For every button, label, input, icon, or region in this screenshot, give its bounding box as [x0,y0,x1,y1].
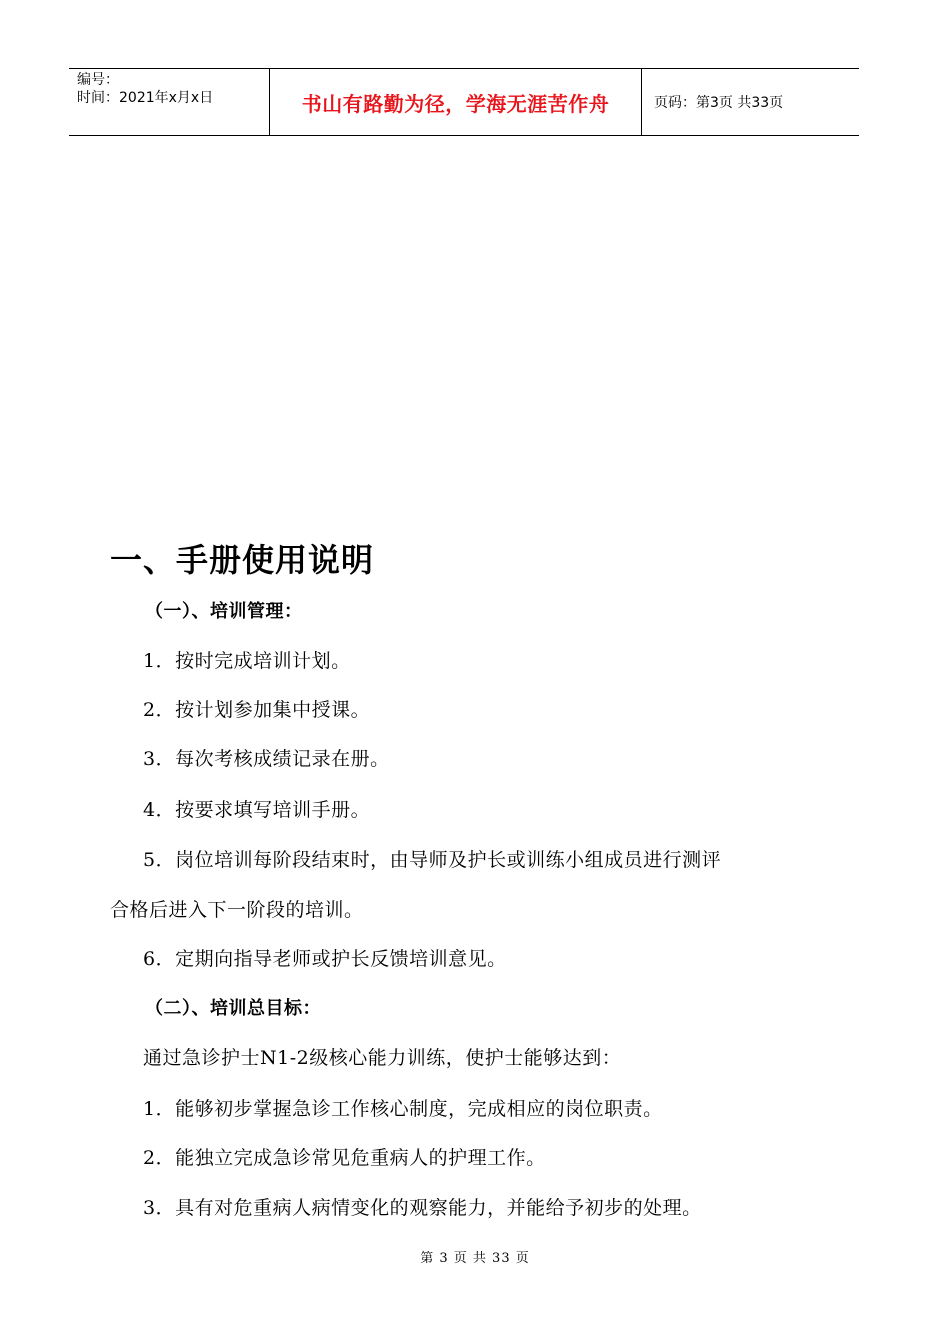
list-item: 1．按时完成培训计划。 [143,650,351,672]
section-title: 一、手册使用说明 [110,541,375,579]
list-item: 5．岗位培训每阶段结束时，由导师及护长或训练小组成员进行测评 [143,849,722,871]
list-item: 6．定期向指导老师或护长反馈培训意见。 [143,948,507,970]
time-label: 时间：2021年x月x日 [77,90,214,106]
page-footer: 第 3 页 共 33 页 [420,1251,530,1266]
header-meta [69,69,270,135]
goals-intro: 通过急诊护士N1-2级核心能力训练，使护士能够达到： [143,1047,622,1069]
list-item: 2．按计划参加集中授课。 [143,699,371,721]
list-item: 2．能独立完成急诊常见危重病人的护理工作。 [143,1147,546,1169]
list-item: 4．按要求填写培训手册。 [143,799,371,821]
list-item: 3．具有对危重病人病情变化的观察能力，并能给予初步的处理。 [143,1197,702,1219]
page-header [69,68,859,136]
list-item-continuation: 合格后进入下一阶段的培训。 [110,899,364,921]
subsection-title-overall-goals: （二）、培训总目标： [145,998,321,1019]
header-motto: 书山有路勤为径，学海无涯苦作舟 [270,69,642,135]
list-item: 1．能够初步掌握急诊工作核心制度，完成相应的岗位职责。 [143,1098,663,1120]
subsection-title-training-management: （一）、培训管理： [145,601,303,622]
header-page-info: 页码：第3页 共33页 [654,95,784,111]
serial-label: 编号： [77,72,119,88]
list-item: 3．每次考核成绩记录在册。 [143,748,390,770]
